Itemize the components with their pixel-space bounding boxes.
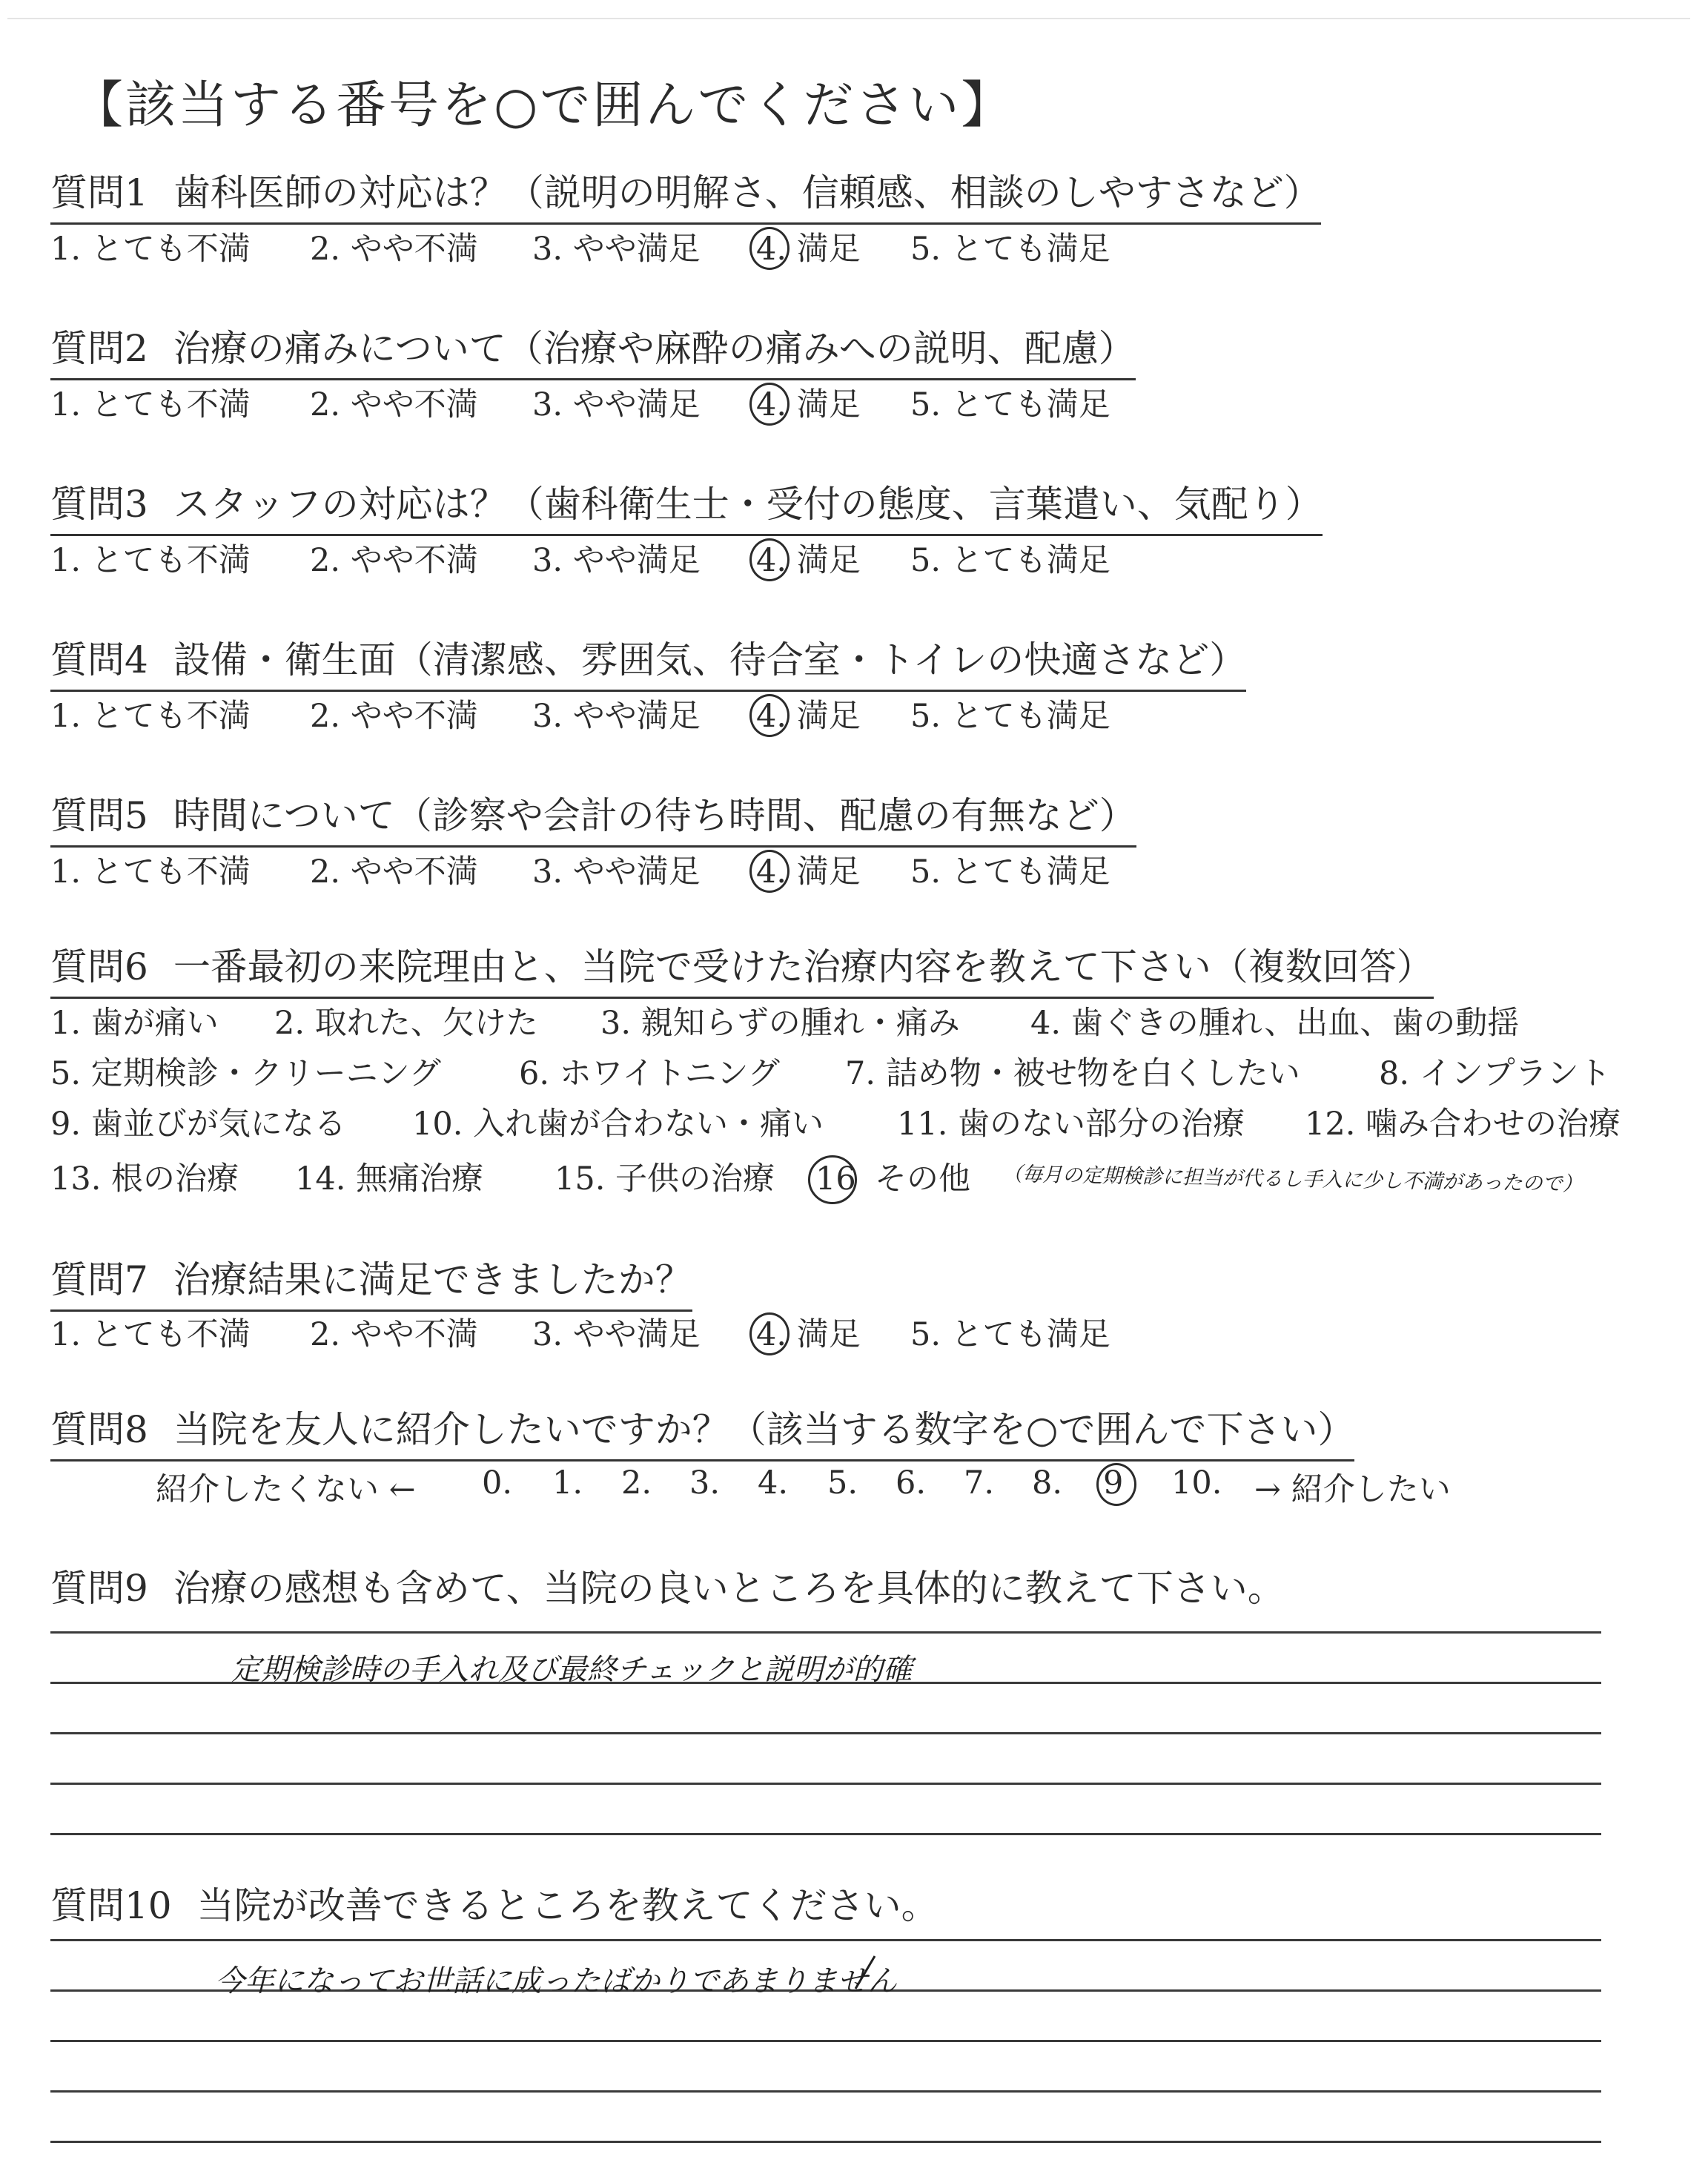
question-8-title: [50, 1406, 1354, 1462]
q6-option-4[interactable]: 4. 歯ぐきの腫れ、出血、歯の動揺: [1030, 1005, 1520, 1042]
option-1[interactable]: 1. とても不満: [50, 1316, 251, 1353]
question-text: 当院を友人に紹介したいですか？（該当する数字を○で囲んで下さい）: [173, 1408, 1355, 1451]
question-text: 設備・衛生面（清潔感、雰囲気、待合室・トイレの快適さなど）: [173, 638, 1247, 681]
question-number: 質問1: [50, 171, 148, 214]
question-text: 治療結果に満足できましたか？: [173, 1258, 692, 1301]
question-text: 歯科医師の対応は？（説明の明解さ、信頼感、相談のしやすさなど）: [173, 171, 1321, 214]
q8-left-label: 紹介したくない ←: [156, 1471, 416, 1508]
option-2[interactable]: 2. やや不満: [310, 698, 478, 735]
answer-line: [50, 1732, 1601, 1734]
question-number: 質問2: [50, 327, 148, 370]
q6-option-1[interactable]: 1. 歯が痛い: [50, 1005, 219, 1042]
answer-line: [50, 1783, 1601, 1785]
top-divider: [7, 18, 1690, 19]
q6-option-8[interactable]: 8. インプラント: [1379, 1055, 1611, 1092]
answer-line: [50, 2090, 1601, 2093]
q6-option-3[interactable]: 3. 親知らずの腫れ・痛み: [600, 1005, 960, 1042]
q6-option-other[interactable]: その他: [875, 1160, 970, 1198]
option-1[interactable]: 1. とても不満: [50, 698, 251, 735]
option-4-circled[interactable]: 4. 満足: [756, 696, 861, 737]
question-2-title: [50, 325, 1136, 380]
q6-option-11[interactable]: 11. 歯のない部分の治療: [897, 1106, 1245, 1143]
q8-scale-4[interactable]: 4.: [758, 1464, 789, 1502]
option-3[interactable]: 3. やや満足: [532, 853, 701, 891]
q8-scale-6[interactable]: 6.: [896, 1464, 927, 1502]
question-text: 治療の感想も含めて、当院の良いところを具体的に教えて下さい。: [173, 1567, 1285, 1610]
answer-line: [50, 1631, 1601, 1634]
option-1[interactable]: 1. とても不満: [50, 542, 251, 579]
option-3[interactable]: 3. やや満足: [532, 542, 701, 579]
q10-handwritten-answer[interactable]: 今年になってお世話に成ったばかりであまりません: [215, 1964, 897, 1998]
question-3-options: [50, 540, 1110, 581]
question-text: 一番最初の来院理由と、当院で受けた治療内容を教えて下さい（複数回答）: [173, 945, 1434, 988]
q6-option-5[interactable]: 5. 定期検診・クリーニング: [50, 1055, 441, 1092]
question-number: 質問6: [50, 945, 148, 988]
question-number: 質問7: [50, 1258, 148, 1301]
question-2-options: [50, 384, 1110, 426]
option-5[interactable]: 5. とても満足: [910, 698, 1110, 735]
q6-option-2[interactable]: 2. 取れた、欠けた: [274, 1005, 538, 1042]
q9-handwritten-answer[interactable]: 定期検診時の手入れ及び最終チェックと説明が的確: [231, 1653, 913, 1687]
question-number: 質問3: [50, 483, 148, 526]
question-4-options: [50, 696, 1110, 737]
question-4-title: [50, 636, 1246, 692]
option-2[interactable]: 2. やや不満: [310, 386, 478, 423]
answer-line: [50, 1833, 1601, 1835]
answer-line: [50, 1939, 1601, 1941]
handwritten-slash-mark: [845, 1952, 890, 1996]
question-6-title: [50, 943, 1434, 999]
question-number: 質問5: [50, 794, 148, 837]
question-6-options-row-4: [50, 1158, 970, 1200]
q8-right-label: → 紹介したい: [1254, 1471, 1451, 1508]
q8-scale-2[interactable]: 2.: [621, 1464, 652, 1502]
question-number: 質問4: [50, 638, 148, 681]
option-4-circled[interactable]: 4. 満足: [756, 1314, 861, 1355]
option-4-circled[interactable]: 4. 満足: [756, 228, 861, 270]
answer-line: [50, 2141, 1601, 2143]
q6-option-14[interactable]: 14. 無痛治療: [295, 1160, 484, 1198]
question-3-title: [50, 480, 1323, 536]
option-4-circled[interactable]: 4. 満足: [756, 540, 861, 581]
option-3[interactable]: 3. やや満足: [532, 1316, 701, 1353]
q6-option-7[interactable]: 7. 詰め物・被せ物を白くしたい: [845, 1055, 1300, 1092]
option-5[interactable]: 5. とても満足: [910, 853, 1110, 891]
option-4-circled[interactable]: 4. 満足: [756, 384, 861, 426]
option-1[interactable]: 1. とても不満: [50, 386, 251, 423]
q8-scale-0[interactable]: 0.: [482, 1464, 513, 1502]
question-number: 質問8: [50, 1408, 148, 1451]
q8-scale-9-circled[interactable]: 9: [1103, 1464, 1124, 1502]
instruction-header: 【該当する番号を○で囲んでください】: [73, 76, 1014, 135]
question-text: スタッフの対応は？（歯科衛生士・受付の態度、言葉遣い、気配り）: [173, 483, 1323, 526]
question-number: 質問10: [50, 1884, 172, 1927]
option-5[interactable]: 5. とても満足: [910, 542, 1110, 579]
q8-scale-3[interactable]: 3.: [689, 1464, 721, 1502]
question-7-options: [50, 1314, 1110, 1355]
option-1[interactable]: 1. とても不満: [50, 853, 251, 891]
option-3[interactable]: 3. やや満足: [532, 698, 701, 735]
q6-option-10[interactable]: 10. 入れ歯が合わない・痛い: [412, 1106, 824, 1143]
option-5[interactable]: 5. とても満足: [910, 231, 1110, 268]
question-7-title: [50, 1256, 692, 1312]
option-4-circled[interactable]: 4. 満足: [756, 851, 861, 893]
q6-option-6[interactable]: 6. ホワイトニング: [519, 1055, 780, 1092]
option-3[interactable]: 3. やや満足: [532, 386, 701, 423]
option-5[interactable]: 5. とても満足: [910, 1316, 1110, 1353]
question-text: 当院が改善できるところを教えてください。: [196, 1884, 939, 1927]
option-2[interactable]: 2. やや不満: [310, 231, 478, 268]
option-2[interactable]: 2. やや不満: [310, 542, 478, 579]
q6-handwritten-note: （毎月の定期検診に担当が代るし手入に少し不満があったので）: [1002, 1163, 1583, 1196]
option-3[interactable]: 3. やや満足: [532, 231, 701, 268]
q8-scale-1[interactable]: 1.: [552, 1464, 583, 1502]
question-1-options: [50, 228, 1110, 270]
q6-option-12[interactable]: 12. 噛み合わせの治療: [1305, 1106, 1621, 1143]
q8-scale-7[interactable]: 7.: [964, 1464, 995, 1502]
question-text: 治療の痛みについて（治療や麻酔の痛みへの説明、配慮）: [173, 327, 1136, 370]
q8-scale-5[interactable]: 5.: [827, 1464, 858, 1502]
q8-scale-8[interactable]: 8.: [1032, 1464, 1063, 1502]
question-text: 時間について（診察や会計の待ち時間、配慮の有無など）: [173, 794, 1136, 837]
answer-line: [50, 2040, 1601, 2042]
q6-option-16-circled[interactable]: 16: [815, 1158, 856, 1200]
q6-option-13[interactable]: 13. 根の治療: [50, 1160, 239, 1198]
question-5-title: [50, 792, 1136, 848]
question-10-title: [50, 1882, 939, 1935]
option-5[interactable]: 5. とても満足: [910, 386, 1110, 423]
question-5-options: [50, 851, 1110, 893]
q6-option-9[interactable]: 9. 歯並びが気になる: [50, 1106, 346, 1143]
option-2[interactable]: 2. やや不満: [310, 853, 478, 891]
q6-option-15[interactable]: 15. 子供の治療: [555, 1160, 775, 1198]
q8-scale-10[interactable]: 10.: [1171, 1464, 1222, 1502]
option-1[interactable]: 1. とても不満: [50, 231, 251, 268]
question-number: 質問9: [50, 1567, 148, 1610]
option-2[interactable]: 2. やや不満: [310, 1316, 478, 1353]
question-1-title: [50, 169, 1321, 225]
question-9-title: [50, 1565, 1285, 1618]
